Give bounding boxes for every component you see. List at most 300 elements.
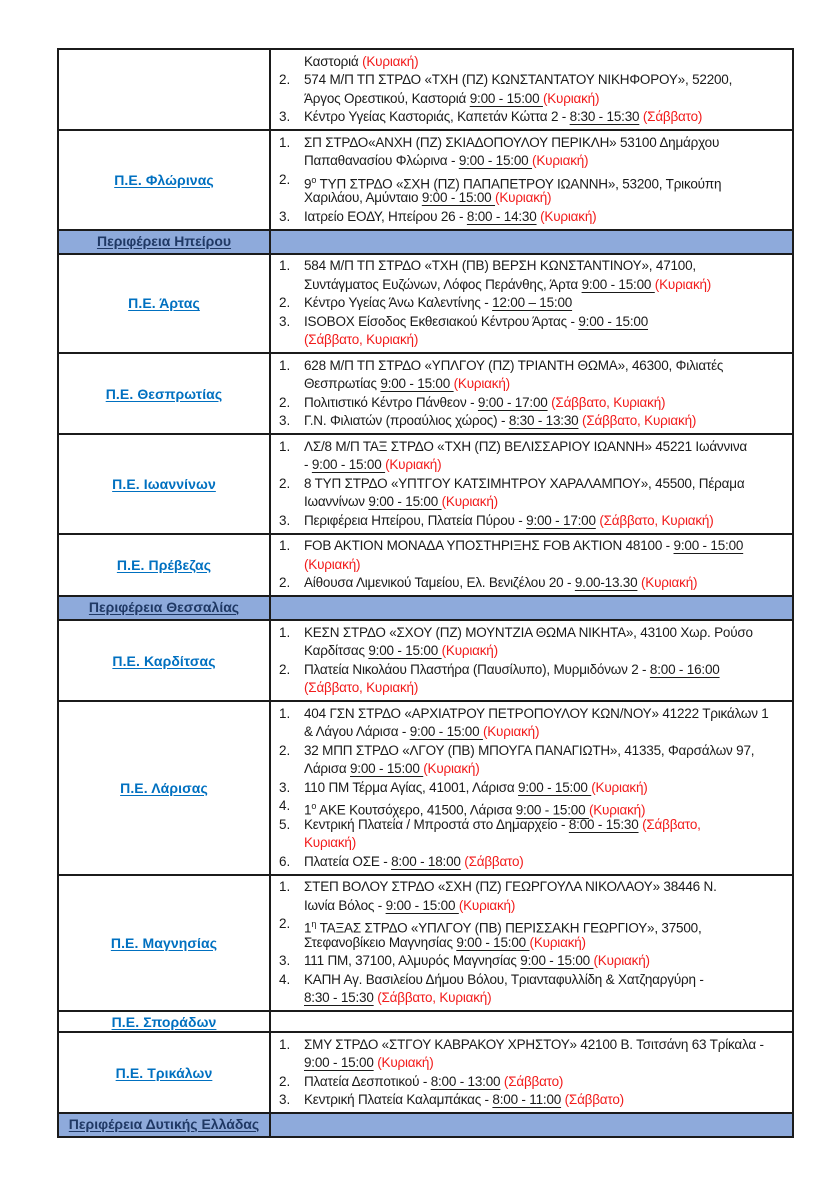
item-line: [304, 537, 790, 556]
list-item: [279, 915, 790, 952]
region-band-label: Περιφέρεια Ηπείρου: [96, 232, 232, 249]
item-line: [304, 152, 790, 171]
item-text: Πολιτιστικό Κέντρο Πάνθεον -: [304, 394, 478, 410]
item-text: Ιατρείο ΕΟΔΥ, Ηπείρου 26 -: [304, 208, 467, 224]
list-item: [279, 412, 790, 431]
item-text: ΚΕΣΝ ΣΤΡΔΟ «ΣΧΟΥ (ΠΖ) ΜΟΥΝΤΖΙΑ ΘΩΜΑ ΝΙΚΗΤΑ», 43100 Χωρ. Ρούσο: [304, 624, 753, 640]
item-text: ΣΤΕΠ ΒΟΛΟΥ ΣΤΡΔΟ «ΣΧΗ (ΠΖ) ΓΕΩΡΓΟΥΛΑ ΝΙΚΟΛΑΟΥ» 38446 Ν.: [304, 879, 717, 894]
list-item: [279, 878, 790, 915]
item-lines: [304, 171, 790, 208]
item-line: [304, 375, 790, 394]
item-lines: [304, 313, 790, 350]
item-text: ΤΑΞΑΣ ΣΤΡΔΟ «ΥΠΛΓΟΥ (ΠΒ) ΠΕΡΙΣΣΑΚΗ ΓΕΩΡΓΙΟΥ», 37500,: [316, 920, 702, 936]
band-empty-cell: [271, 231, 792, 253]
region-band-label: Περιφέρεια Δυτικής Ελλάδας: [68, 1116, 260, 1132]
label-cell: [59, 535, 271, 596]
item-line: [304, 723, 790, 742]
band-label-cell: [59, 597, 271, 619]
item-line: [304, 642, 790, 661]
ordinal-superscript: η: [311, 919, 317, 929]
item-lines: [304, 1036, 790, 1073]
item-line: [304, 71, 790, 90]
items-cell: [271, 876, 792, 1011]
item-line: [304, 952, 790, 971]
item-text: 628 Μ/Π ΤΠ ΣΤΡΔΟ «ΥΠΛΓΟΥ (ΠΖ) ΤΡΙΑΝΤΗ ΘΩΜΑ», 46300, Φιλιατές: [304, 357, 724, 373]
item-lines: [304, 512, 790, 531]
item-number: [279, 53, 304, 72]
item-line: [304, 742, 790, 761]
band-empty-cell: [271, 597, 792, 619]
label-cell: [59, 1012, 271, 1031]
list-item: [279, 394, 790, 413]
day-note: (Κυριακή): [540, 208, 597, 224]
item-text: ΤΥΠ ΣΤΡΔΟ «ΣΧΗ (ΠΖ) ΠΑΠΑΠΕΤΡΟΥ ΙΩΑΝΝΗ», 53200, Τρικούπη: [316, 176, 722, 191]
day-note: (Κυριακή): [654, 276, 712, 292]
day-note: (Κυριακή): [441, 643, 498, 658]
item-lines: [304, 294, 790, 313]
item-line: [304, 834, 790, 853]
table-row: [59, 433, 792, 533]
region-label-link[interactable]: Π.Ε. Άρτας: [128, 295, 200, 312]
time-range: 9:00 - 15:00: [515, 802, 589, 818]
item-text: ΣΠ ΣΤΡΔΟ«ΑΝΧΗ (ΠΖ) ΣΚΙΑΔΟΠΟΥΛΟΥ ΠΕΡΙΚΛΗ» 53100 Δημάρχου: [304, 134, 720, 150]
region-label-link[interactable]: Π.Ε. Λάρισας: [120, 779, 208, 796]
day-note: (Σάββατο, Κυριακή): [304, 680, 419, 695]
item-number: 3.: [279, 208, 291, 224]
item-text: ΛΣ/8 Μ/Π ΤΑΞ ΣΤΡΔΟ «ΤΧΗ (ΠΖ) ΒΕΛΙΣΣΑΡΙΟΥ ΙΩΑΝΝΗ» 45221 Ιωάννινα: [304, 438, 747, 454]
list-item: [279, 574, 790, 593]
item-number: 2.: [279, 475, 291, 491]
item-text: 404 ΓΣΝ ΣΤΡΔΟ «ΑΡΧΙΑΤΡΟΥ ΠΕΤΡΟΠΟΥΛΟΥ ΚΩΝ/ΝΟΥ» 41222 Τρικάλων 1: [304, 705, 769, 721]
item-lines: [304, 779, 790, 798]
day-note: Κυριακή): [304, 835, 357, 850]
list-item: [279, 357, 790, 394]
items-cell: [271, 435, 792, 533]
day-note: (Κυριακή): [362, 53, 419, 69]
list-item: [279, 53, 790, 72]
item-lines: [304, 1073, 790, 1092]
items-cell: [271, 1033, 792, 1112]
day-note: (Κυριακή): [304, 556, 361, 572]
item-text: Αίθουσα Λιμενικού Ταμείου, Ελ. Βενιζέλου 20 -: [304, 575, 575, 590]
region-label-link[interactable]: Π.Ε. Ιωαννίνων: [112, 475, 216, 492]
item-line: [304, 134, 790, 153]
list-item: [279, 853, 790, 872]
time-range: 9:00 - 17:00: [477, 394, 548, 410]
day-note: (Κυριακή): [385, 457, 442, 472]
day-note: (Κυριακή): [542, 90, 600, 106]
day-note: (Κυριακή): [458, 897, 516, 913]
item-line: [304, 624, 790, 643]
item-line: [304, 493, 790, 512]
item-number: 3.: [279, 313, 291, 329]
item-text: Κεντρική Πλατεία Καλαμπάκας -: [304, 1092, 493, 1107]
region-label-link[interactable]: Π.Ε. Καρδίτσας: [112, 652, 216, 669]
band-label-cell: [59, 231, 271, 253]
day-note: (Κυριακή): [453, 376, 510, 391]
item-lines: [304, 357, 790, 394]
time-range: 9:00 - 15:00: [458, 153, 533, 168]
list-item: [279, 171, 790, 208]
item-line: [304, 1036, 790, 1055]
item-lines: [304, 134, 790, 171]
item-lines: [304, 53, 790, 72]
item-lines: [304, 412, 790, 431]
item-number: 1.: [279, 134, 291, 150]
item-line: [304, 475, 790, 494]
list-item: [279, 952, 790, 971]
day-note: (Κυριακή): [588, 802, 646, 818]
day-note: (Σάββατο, Κυριακή): [551, 394, 666, 410]
item-line: [304, 294, 790, 313]
list-item: [279, 475, 790, 512]
item-line: [304, 412, 790, 431]
item-number: 1.: [279, 357, 291, 373]
day-note: (Σάββατο, Κυριακή): [582, 413, 697, 428]
item-lines: [304, 705, 790, 742]
item-text: ΑΚΕ Κουτσόχερο, 41500, Λάρισα: [316, 802, 516, 818]
region-band-row: [59, 595, 792, 619]
item-line: [304, 989, 790, 1008]
list-item: [279, 537, 790, 574]
item-line: [304, 257, 790, 276]
item-line: [304, 797, 790, 816]
day-note: (Σάββατο, Κυριακή): [599, 512, 714, 528]
item-lines: [304, 952, 790, 971]
item-text: ΣΜΥ ΣΤΡΔΟ «ΣΤΓΟΥ ΚΑΒΡΑΚΟΥ ΧΡΗΣΤΟΥ» 42100 Β. Τσιτσάνη 63 Τρίκαλα -: [304, 1036, 764, 1052]
item-line: [304, 394, 790, 413]
item-text: Γ.Ν. Φιλιατών (προαύλιος χώρος) -: [304, 413, 509, 428]
item-text: Καστοριά: [304, 53, 363, 69]
item-text: Κέντρο Υγείας Άνω Καλεντίνης -: [304, 295, 493, 310]
items-cell: [271, 354, 792, 433]
item-lines: [304, 971, 790, 1008]
label-cell: [59, 876, 271, 1011]
region-label-link[interactable]: Π.Ε. Τρικάλων: [115, 1064, 213, 1081]
item-text: 111 ΠΜ, 37100, Αλμυρός Μαγνησίας: [304, 953, 521, 968]
item-lines: [304, 574, 790, 593]
item-number: 1.: [279, 1036, 291, 1052]
day-note: (Κυριακή): [495, 190, 552, 205]
region-label-link[interactable]: Π.Ε. Φλώρινας: [114, 171, 214, 188]
item-line: [304, 438, 790, 457]
item-text: Πλατεία Νικολάου Πλαστήρα (Παυσίλυπο), Μυρμιδόνων 2 -: [304, 661, 650, 677]
item-number: 3.: [279, 953, 291, 968]
time-range: 9:00 - 15:00: [311, 457, 386, 472]
label-cell: [59, 50, 271, 129]
time-range: 9:00 - 15:00: [409, 724, 483, 739]
item-text: Παπαθανασίου Φλώρινα -: [304, 153, 459, 168]
day-note: (Κυριακή): [532, 153, 589, 168]
item-line: [304, 456, 790, 475]
label-cell: [59, 354, 271, 433]
region-label-link[interactable]: Π.Ε. Σποράδων: [111, 1013, 217, 1030]
item-line: [304, 512, 790, 531]
item-line: [304, 90, 790, 109]
item-text: ISOBOX Είσοδος Εκθεσιακού Κέντρου Άρτας -: [304, 313, 579, 329]
list-item: [279, 661, 790, 698]
region-label-link[interactable]: Π.Ε. Θεσπρωτίας: [105, 385, 223, 402]
item-line: [304, 556, 790, 575]
item-lines: [304, 742, 790, 779]
list-item: [279, 742, 790, 779]
item-lines: [304, 537, 790, 574]
time-range: 9:00 - 17:00: [526, 512, 596, 528]
item-number: 1.: [279, 438, 291, 454]
list-item: [279, 1036, 790, 1073]
item-line: [304, 171, 790, 190]
list-item: [279, 313, 790, 350]
label-cell: [59, 702, 271, 874]
item-text: Ιωαννίνων: [304, 494, 369, 509]
item-lines: [304, 1091, 790, 1110]
item-text: FOB AKTION ΜΟΝΑΔΑ ΥΠΟΣΤΗΡΙΞΗΣ FOB AKTION 48100 -: [304, 538, 674, 553]
item-number: 1.: [279, 879, 291, 894]
list-item: [279, 208, 790, 227]
item-number: 2.: [279, 916, 291, 931]
item-text: 9: [304, 176, 312, 191]
item-text: Πλατεία ΟΣΕ -: [304, 853, 392, 869]
time-range: 8:00 - 15:30: [568, 816, 639, 832]
item-text: 8 ΤΥΠ ΣΤΡΔΟ «ΥΠΤΓΟΥ ΚΑΤΣΙΜΗΤΡΟΥ ΧΑΡΑΛΑΜΠΟΥ», 45500, Πέραμα: [304, 475, 745, 491]
item-line: [304, 816, 790, 835]
day-note: (Κυριακή): [593, 953, 650, 968]
item-number: 2.: [279, 295, 291, 310]
table-row: [59, 253, 792, 353]
item-number: 3.: [279, 512, 291, 528]
item-text: ΚΑΠΗ Αγ. Βασιλείου Δήμου Βόλου, Τριανταφυλλίδη & Χατζηαργύρη -: [304, 971, 704, 987]
table-row: [59, 1031, 792, 1112]
item-lines: [304, 394, 790, 413]
label-cell: [59, 1033, 271, 1112]
item-number: 2.: [279, 171, 291, 187]
list-item: [279, 1073, 790, 1092]
item-line: [304, 331, 790, 350]
item-line: [304, 679, 790, 698]
item-text: Πλατεία Δεσποτικού -: [304, 1073, 431, 1089]
label-cell: [59, 131, 271, 229]
label-cell: [59, 255, 271, 353]
items-cell: [271, 131, 792, 229]
locations-table: [57, 48, 794, 1138]
item-line: [304, 779, 790, 798]
item-line: [304, 189, 790, 208]
item-line: [304, 276, 790, 295]
time-range: 8:30 - 13:30: [508, 413, 579, 428]
day-note: (Σάββατο): [464, 853, 524, 869]
list-item: [279, 257, 790, 294]
list-item: [279, 624, 790, 661]
list-item: [279, 134, 790, 171]
day-note: (Σάββατο): [564, 1092, 624, 1107]
table-row: [59, 352, 792, 433]
region-label-link[interactable]: Π.Ε. Μαγνησίας: [110, 934, 218, 951]
list-item: [279, 705, 790, 742]
table-row: [59, 50, 792, 129]
item-line: [304, 760, 790, 779]
list-item: [279, 816, 790, 853]
item-text: Ιωνία Βόλος -: [304, 897, 386, 913]
ordinal-superscript: ο: [311, 174, 317, 185]
item-line: [304, 208, 790, 227]
item-text: 1: [304, 920, 312, 936]
region-label-link[interactable]: Π.Ε. Πρέβεζας: [116, 556, 212, 573]
time-range: 9.00-13.30: [574, 575, 638, 590]
time-range: 9:00 - 15:00: [578, 313, 649, 329]
time-range: 9:00 - 15:00: [456, 934, 530, 950]
item-number: 3.: [279, 413, 291, 428]
time-range: 9:00 - 15:00: [581, 276, 655, 292]
table-row: [59, 619, 792, 700]
item-text: Στεφανοβίκειο Μαγνησίας: [304, 934, 457, 950]
item-lines: [304, 878, 790, 915]
items-cell: [271, 621, 792, 700]
day-note: (Κυριακή): [377, 1055, 434, 1070]
item-text: Περιφέρεια Ηπείρου, Πλατεία Πύρου -: [304, 512, 527, 528]
time-range: 8:00 - 14:30: [466, 208, 537, 224]
day-note: (Σάββατο, Κυριακή): [377, 990, 492, 1005]
item-number: 2.: [279, 394, 291, 410]
list-item: [279, 294, 790, 313]
time-range: 9:00 - 15:00: [469, 90, 543, 106]
item-number: 1.: [279, 705, 291, 721]
item-number: 2.: [279, 742, 291, 758]
item-number: 3.: [279, 1092, 291, 1107]
band-label-cell: [59, 1114, 271, 1136]
item-text: Κεντρική Πλατεία / Μπροστά στο Δημαρχείο -: [304, 816, 569, 832]
item-text: Χαριλάου, Αμύνταιο: [304, 190, 422, 205]
item-text: 1: [304, 802, 312, 818]
item-text: Θεσπρωτίας: [304, 376, 381, 391]
item-number: 1.: [279, 624, 291, 640]
list-item: [279, 108, 790, 127]
item-number: 2.: [279, 1073, 291, 1089]
time-range: 9:00 - 15:00: [350, 761, 424, 776]
time-range: 12:00 – 15:00: [492, 295, 573, 310]
item-line: [304, 313, 790, 332]
item-lines: [304, 71, 790, 108]
table-row: [59, 533, 792, 596]
item-line: [304, 1054, 790, 1073]
item-number: 3.: [279, 109, 291, 124]
item-text: -: [304, 457, 312, 472]
item-number: 3.: [279, 779, 291, 795]
items-cell: [271, 1012, 792, 1031]
list-item: [279, 971, 790, 1008]
items-cell: [271, 535, 792, 596]
time-range: 9:00 - 15:00: [673, 538, 744, 553]
item-text: Καρδίτσας: [304, 643, 369, 658]
item-lines: [304, 915, 790, 952]
item-line: [304, 878, 790, 897]
list-item: [279, 512, 790, 531]
time-range: 9:00 - 15:00: [304, 1055, 374, 1070]
item-lines: [304, 816, 790, 853]
region-band-row: [59, 1112, 792, 1136]
ordinal-superscript: ο: [311, 801, 317, 811]
item-line: [304, 1073, 790, 1092]
table-row: [59, 700, 792, 874]
day-note: (Σάββατο): [503, 1073, 564, 1089]
item-line: [304, 915, 790, 934]
band-empty-cell: [271, 1114, 792, 1136]
time-range: 8:00 - 18:00: [391, 853, 461, 869]
item-line: [304, 971, 790, 990]
table-row: [59, 129, 792, 229]
item-lines: [304, 208, 790, 227]
item-lines: [304, 438, 790, 475]
list-item: [279, 1091, 790, 1110]
list-item: [279, 779, 790, 798]
item-line: [304, 853, 790, 872]
time-range: 9:00 - 15:00: [518, 779, 592, 795]
label-cell: [59, 435, 271, 533]
list-item: [279, 438, 790, 475]
item-lines: [304, 661, 790, 698]
item-text: 584 Μ/Π ΤΠ ΣΤΡΔΟ «ΤΧΗ (ΠΒ) ΒΕΡΣΗ ΚΩΝΣΤΑΝΤΙΝΟΥ», 47100,: [304, 258, 696, 273]
time-range: 8:00 - 16:00: [649, 661, 720, 677]
day-note: (Κυριακή): [591, 779, 648, 795]
item-lines: [304, 853, 790, 872]
item-number: 5.: [279, 816, 291, 832]
item-number: 2.: [279, 72, 291, 87]
item-text: Λάρισα: [304, 761, 350, 776]
item-line: [304, 1091, 790, 1110]
time-range: 9:00 - 15:00: [385, 897, 459, 913]
day-note: (Σάββατο,: [642, 816, 701, 832]
item-line: [304, 661, 790, 680]
day-note: (Κυριακή): [482, 724, 540, 739]
item-lines: [304, 797, 790, 816]
list-item: [279, 71, 790, 108]
time-range: 8:00 - 11:00: [492, 1092, 562, 1107]
list-item: [279, 797, 790, 816]
item-text: 574 Μ/Π ΤΠ ΣΤΡΔΟ «ΤΧΗ (ΠΖ) ΚΩΝΣΤΑΝΤΑΤΟΥ ΝΙΚΗΦΟΡΟΥ», 52200,: [304, 72, 733, 87]
label-cell: [59, 621, 271, 700]
item-text: & Λάγου Λάρισα -: [304, 724, 410, 739]
item-number: 1.: [279, 258, 291, 273]
items-cell: [271, 702, 792, 874]
item-line: [304, 934, 790, 953]
day-note: (Σάββατο): [642, 109, 703, 124]
item-text: 32 ΜΠΠ ΣΤΡΔΟ «ΛΓΟΥ (ΠΒ) ΜΠΟΥΓΑ ΠΑΝΑΓΙΩΤΗ», 41335, Φαρσάλων 97,: [304, 742, 755, 758]
time-range: 8:30 - 15:30: [304, 990, 374, 1005]
time-range: 9:00 - 15:00: [421, 190, 496, 205]
item-line: [304, 705, 790, 724]
item-number: 2.: [279, 661, 291, 677]
time-range: 8:00 - 13:00: [430, 1073, 501, 1089]
item-text: Συντάγματος Ευζώνων, Λόφος Περάνθης, Άρτα: [304, 276, 582, 292]
time-range: 8:30 - 15:30: [569, 109, 640, 124]
region-band-row: [59, 229, 792, 253]
items-cell: [271, 255, 792, 353]
item-number: 2.: [279, 575, 291, 590]
item-number: 6.: [279, 853, 291, 869]
time-range: 9:00 - 15:00: [368, 643, 442, 658]
time-range: 9:00 - 15:00: [368, 494, 442, 509]
day-note: (Κυριακή): [441, 494, 498, 509]
item-lines: [304, 624, 790, 661]
item-number: 4.: [279, 798, 291, 813]
items-cell: [271, 50, 792, 129]
item-line: [304, 108, 790, 127]
item-number: 1.: [279, 538, 291, 553]
item-line: [304, 897, 790, 916]
day-note: (Κυριακή): [423, 761, 480, 776]
item-number: 4.: [279, 971, 291, 987]
item-lines: [304, 257, 790, 294]
time-range: 9:00 - 15:00: [520, 953, 594, 968]
